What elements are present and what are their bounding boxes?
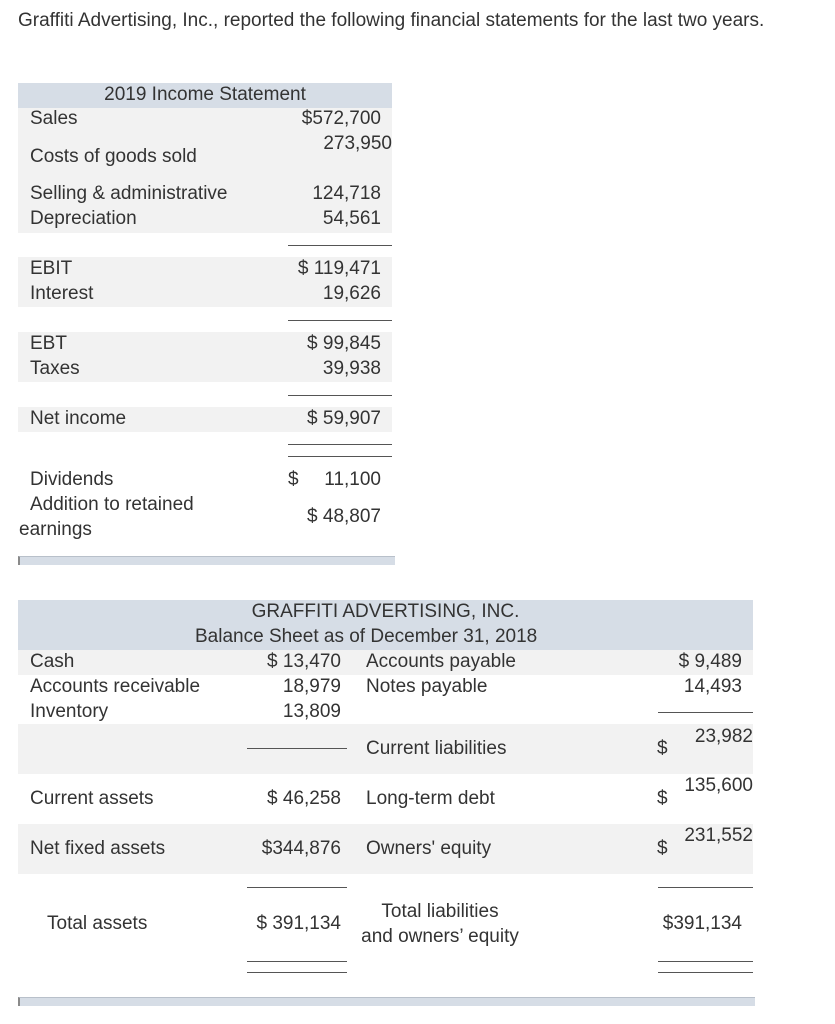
np-value: 14,493 — [683, 676, 742, 697]
income-rule-1 — [288, 245, 392, 246]
interest-label: Interest — [30, 283, 94, 304]
equity-value: 231,552 — [684, 825, 753, 846]
cash-label: Cash — [30, 651, 75, 672]
current-assets-value: $ 46,258 — [267, 788, 341, 809]
current-assets-label: Current assets — [30, 788, 154, 809]
dividends-dollar: $ — [288, 469, 299, 490]
current-liabilities-dollar: $ — [657, 738, 668, 759]
ebt-label: EBT — [30, 333, 67, 354]
interest-value: 19,626 — [322, 283, 381, 304]
inventory-label: Inventory — [30, 701, 109, 722]
dividends-label: Dividends — [30, 469, 114, 490]
income-statement-title: 2019 Income Statement — [104, 84, 306, 105]
retained-value: $ 48,807 — [307, 506, 381, 527]
assets-rule-3a — [247, 961, 347, 962]
inventory-value: 13,809 — [282, 701, 341, 722]
total-assets-value: $ 391,134 — [256, 913, 341, 934]
ap-value: $ 9,489 — [678, 651, 742, 672]
ar-value: 18,979 — [282, 676, 341, 697]
ltd-value: 135,600 — [684, 775, 753, 796]
balance-title-2: Balance Sheet as of December 31, 2018 — [195, 626, 538, 647]
cogs-label: Costs of goods sold — [30, 146, 197, 167]
income-rule-4b — [288, 456, 392, 457]
ltd-dollar: $ — [657, 788, 668, 809]
cogs-value: 273,950 — [323, 133, 392, 154]
depreciation-label: Depreciation — [30, 208, 137, 229]
net-fixed-assets-value: $344,876 — [261, 838, 341, 859]
assets-rule-1 — [247, 748, 347, 749]
balance-title-1: GRAFFITI ADVERTISING, INC. — [251, 601, 520, 622]
taxes-label: Taxes — [30, 358, 80, 379]
net-fixed-assets-label: Net fixed assets — [30, 838, 166, 859]
intro-text: Graffiti Advertising, Inc., reported the following financial statements for the last two years. — [18, 10, 765, 31]
ar-label: Accounts receivable — [30, 676, 201, 697]
retained-label-1: Addition to retained — [30, 494, 194, 515]
sales-value: $572,700 — [301, 108, 381, 129]
liab-rule-2 — [658, 887, 753, 888]
sales-label: Sales — [30, 108, 78, 129]
balance-bottom-bar — [18, 997, 755, 1006]
ap-label: Accounts payable — [366, 651, 516, 672]
equity-dollar: $ — [657, 838, 668, 859]
total-assets-label: Total assets — [47, 913, 148, 934]
taxes-value: 39,938 — [322, 358, 381, 379]
current-liabilities-label: Current liabilities — [366, 738, 507, 759]
sga-label: Selling & administrative — [30, 183, 228, 204]
liab-rule-3a — [658, 961, 753, 962]
total-liab-label-2: and owners’ equity — [361, 926, 519, 947]
ebit-value: $ 119,471 — [297, 258, 381, 279]
income-rule-3 — [288, 395, 392, 396]
liab-rule-3b — [658, 972, 753, 973]
assets-rule-2 — [247, 887, 347, 888]
net-income-label: Net income — [30, 408, 127, 429]
ltd-label: Long-term debt — [366, 788, 495, 809]
ebt-value: $ 99,845 — [307, 333, 381, 354]
total-liab-value: $391,134 — [662, 913, 742, 934]
dividends-value: 11,100 — [324, 469, 381, 490]
liab-rule-1 — [658, 712, 753, 713]
total-liab-label-1: Total liabilities — [381, 901, 499, 922]
depreciation-value: 54,561 — [322, 208, 381, 229]
np-label: Notes payable — [366, 676, 488, 697]
equity-label: Owners' equity — [366, 838, 492, 859]
cash-value: $ 13,470 — [267, 651, 341, 672]
ebit-label: EBIT — [30, 258, 73, 279]
assets-rule-3b — [247, 972, 347, 973]
income-rule-2 — [288, 320, 392, 321]
income-bottom-bar — [18, 556, 395, 565]
net-income-value: $ 59,907 — [307, 408, 381, 429]
sga-value: 124,718 — [312, 183, 381, 204]
income-rule-4a — [288, 444, 392, 445]
retained-label-2: earnings — [19, 519, 92, 540]
current-liabilities-value: 23,982 — [694, 726, 753, 747]
